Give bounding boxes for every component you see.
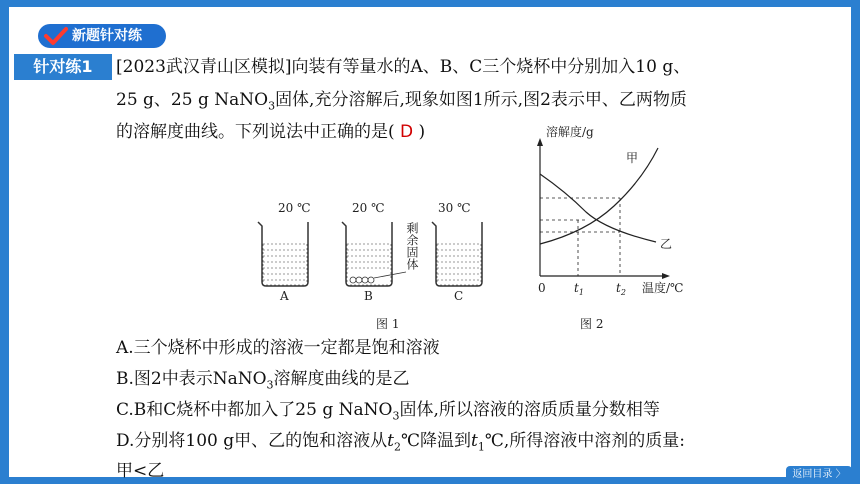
frame-top-border (0, 0, 860, 7)
beaker-b-label: B (364, 289, 373, 303)
t2-label: $t_2$ (616, 281, 626, 297)
option-c: C.B和C烧杯中都加入了25 g NaNO$_3$固体,所以溶液的溶质质量分数相等 (116, 400, 660, 423)
answer-text: D (400, 122, 414, 142)
figure-2-caption: 图 2 (580, 317, 604, 331)
back-to-contents-button[interactable]: 返回目录 〉 (786, 466, 852, 484)
x-axis-label: 温度/℃ (642, 281, 684, 295)
y-axis-arrow (537, 138, 543, 146)
figure-2-solubility-chart (526, 122, 706, 338)
question-line-1: [2023武汉青山区模拟]向装有等量水的A、B、C三个烧杯中分别加入10 g、 (116, 57, 691, 77)
beaker-a-temp: 20 ℃ (278, 201, 311, 215)
x-axis-arrow (662, 273, 670, 279)
option-d-continued: 甲<乙 (116, 461, 165, 481)
question-line-3: 的溶解度曲线。下列说法中正确的是( D ) (116, 122, 426, 142)
figure-1-caption: 图 1 (376, 317, 400, 331)
beaker-c (432, 222, 482, 286)
beaker-b-temp: 20 ℃ (352, 201, 385, 215)
checkmark-icon (44, 26, 68, 46)
beaker-a-label: A (280, 289, 289, 303)
curve-jia-label: 甲 (626, 151, 639, 165)
beaker-c-label: C (454, 289, 464, 303)
curve-jia (540, 148, 658, 244)
figure-1-beakers (250, 200, 500, 340)
section-badge-title: 新题针对练 (72, 28, 142, 44)
frame-right-border (851, 0, 860, 484)
t1-label: $t_1$ (574, 281, 584, 297)
section-badge (38, 24, 166, 48)
curve-yi (540, 174, 656, 242)
question-label: 针对练1 (14, 54, 112, 80)
y-axis-label: 溶解度/g (546, 125, 594, 139)
residual-solid-label: 剩余固体 (405, 222, 419, 270)
beaker-b (342, 222, 406, 286)
frame-left-border (0, 0, 9, 484)
question-line-2: 25 g、25 g NaNO$_3$固体,充分溶解后,现象如图1所示,图2表示甲、乙两物质 (116, 90, 687, 113)
option-a: A.三个烧杯中形成的溶液一定都是饱和溶液 (116, 338, 440, 358)
option-d: D.分别将100 g甲、乙的饱和溶液从$t_2℃$降温到$t_1℃$,所得溶液中溶剂的质量: (116, 431, 686, 454)
option-b: B.图2中表示NaNO$_3$溶解度曲线的是乙 (116, 369, 410, 392)
beaker-c-temp: 30 ℃ (438, 201, 471, 215)
beaker-a (258, 222, 308, 286)
question-source: [2023武汉青山区模拟] (116, 57, 292, 77)
origin-label: 0 (538, 281, 546, 295)
curve-yi-label: 乙 (660, 237, 673, 251)
